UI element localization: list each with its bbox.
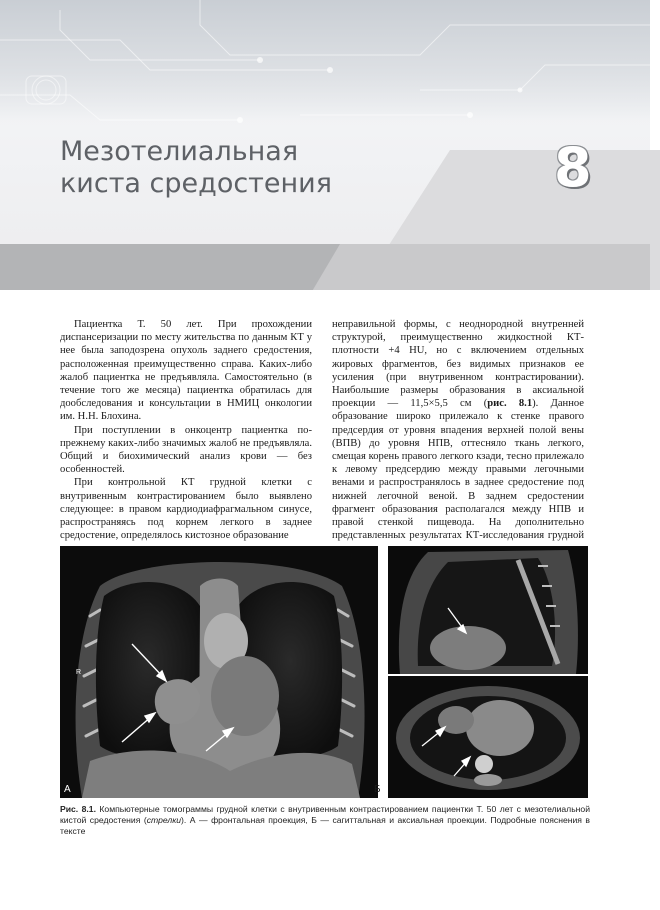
ct-coronal-drawing — [60, 546, 378, 798]
paragraph-text: ). Данное образование широко прилежало к стенке правого предсердия от уровня впадения верхней полой вены (ВПВ) до уровня НПВ, оттесняло ткань легкого, смещая корень правого легкого кзади, тесно прилежало к левому предсердию между правыми легочными венами и распространялось в заднее средостение под нижней легочной веной. В заднем средостении фрагмент образования располагался между НПВ и правой стенкой пищевода. На дополнительно представленных результатах КТ-исследования грудной — [332, 398, 584, 542]
chapter-banner — [0, 0, 650, 290]
circuit-pattern — [0, 0, 650, 150]
ct-image-sagittal — [388, 546, 588, 674]
paragraph — [332, 318, 584, 556]
caption-text: ). А — фронтальная проекция, Б — сагиттальная и аксиальная проекции. Подробные пояснения в тексте — [60, 815, 590, 836]
banner-dark-wedge — [0, 244, 340, 290]
figure-caption — [60, 804, 590, 837]
caption-label: Рис. 8.1. — [60, 804, 96, 814]
paragraph: При контрольной КТ грудной клетки с внутривенным контрастированием было выявлено следующее: в правом кардиодиафрагмальном синусе, распространяясь под корнем легкого в заднее средостение, определялось кистозное образование — [60, 477, 312, 542]
ct-sagittal-drawing — [388, 546, 588, 674]
caption-text: Компьютерные томограммы грудной клетки с внутривенным контрастированием пациентки Т. 50 лет с мезотелиальной кистой средостения ( — [60, 804, 591, 825]
paragraph: Пациентка Т. 50 лет. При прохождении диспансеризации по месту жительства по данным КТ у нее была заподозрена опухоль заднего средостения, расположенная преимущественно справа. Каких-либо жалоб пациентка не предъявляла. Самостоятельно (в течение того же месяца) пациентка обратилась для дообследования и консультации в НМИЦ онкологии им. Н.Н. Блохина. — [60, 319, 312, 423]
paragraph: При поступлении в онкоцентр пациентка по-прежнему каких-либо значимых жалоб не предъявляла. Общий и биохимический анализ крови — без особенностей. — [60, 424, 312, 476]
text-column-left — [60, 318, 312, 542]
chapter-number: 8 — [554, 136, 591, 199]
text-column-right — [332, 318, 584, 556]
paragraph-text: неправильной формы, с неоднородной внутренней структурой, преимущественно жидкостной КТ-плотности +4 HU, но с включением отдельных жировых фрагментов, без видимых признаков ее усиления (при внутривенном контрастировании). Наибольшие размеры образования в аксиальной проекции — 11,5×5,5 см ( — [332, 319, 584, 410]
ct-orientation-marker: R — [76, 669, 82, 676]
figure-reference: рис. 8.1 — [487, 398, 533, 410]
panel-a-label: А — [64, 784, 71, 795]
chapter-title: Мезотелиальная киста средостения — [60, 136, 332, 199]
ct-image-coronal — [60, 546, 378, 798]
caption-italic: стрелки — [146, 815, 182, 825]
ct-image-axial — [374, 676, 588, 798]
ct-axial-drawing — [388, 676, 588, 798]
panel-b-label: Б — [374, 784, 381, 795]
